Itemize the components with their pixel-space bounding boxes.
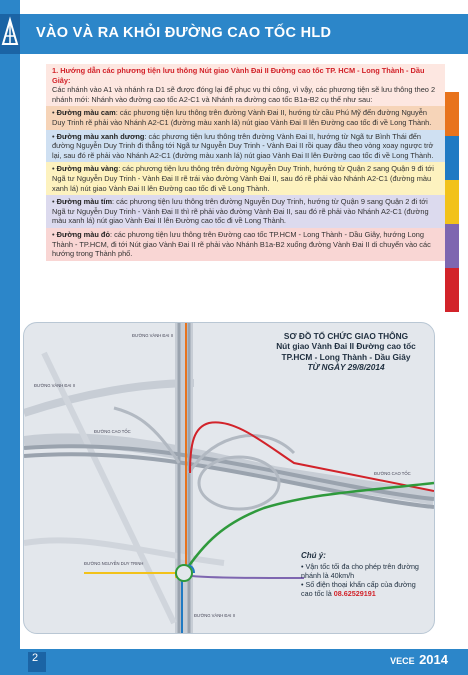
color-strip-yellow bbox=[445, 180, 459, 224]
page-header bbox=[20, 14, 468, 54]
instructions-box bbox=[46, 64, 445, 290]
route-label: Đường màu cam bbox=[56, 108, 116, 118]
map-label: ĐƯỜNG CAO TỐC bbox=[374, 471, 411, 476]
map-label: ĐƯỜNG VÀNH ĐAI II bbox=[34, 383, 75, 388]
color-strip-blue bbox=[445, 136, 459, 180]
emergency-phone: 08.62529191 bbox=[333, 589, 376, 598]
route-text: : các phương tiện lưu thông trên đường Vành Đai II, hướng từ cầu Phú Mỹ đến đường Nguyễn Duy Trinh rẽ phải vào Nhánh A2-C1 (đường màu xanh lá) nút giao Vành Đai II lên Đường cao tốc đi về Long Thành. bbox=[52, 108, 432, 127]
route-blue: • Đường màu xanh dương: các phương tiện lưu thông trên đường Vành Đai II, hướng từ Ngã tư Bình Thái đến đường Nguyễn Duy Trinh đi thẳng tới Ngã tư Nguyễn Duy Trinh - Vành Đai II rồi quay đầu theo vòng xoay ngược trở lại, sau đó rẽ phải vào Nhánh A2-C1 (đường màu xanh lá) nút giao Vành Đai II lên Đường cao tốc đi về Long Thành. bbox=[46, 130, 445, 163]
color-strip-orange bbox=[445, 92, 459, 136]
note-line-text: • Số điện thoại khẩn cấp của đường cao tốc là bbox=[301, 580, 416, 598]
intro-section bbox=[46, 64, 445, 106]
route-label: Đường màu vàng bbox=[56, 164, 119, 174]
left-sidebar bbox=[0, 0, 20, 675]
map-title-line: SƠ ĐỒ TỔ CHỨC GIAO THÔNG bbox=[283, 331, 409, 341]
brand-year: 2014 bbox=[419, 652, 448, 667]
note-title: Chú ý: bbox=[301, 551, 326, 560]
route-text: : các phương tiện lưu thông trên đường Nguyễn Duy Trinh, hướng từ Quận 2 sang Quận 9 đi tới Ngã tư Nguyễn Duy Trinh - Vành Đai II rẽ trái vào đường Vành Đai II, sau đó rẽ phải vào Nhánh A2-C1 (đường màu xanh lá) nút giao Vành Đai II lên Đường cao tốc đi về Long Thành. bbox=[52, 164, 434, 193]
map-title-line: Nút giao Vành Đai II Đường cao tốc bbox=[276, 341, 416, 352]
map-label: ĐƯỜNG VÀNH ĐAI II bbox=[194, 613, 235, 618]
page-number: 2 bbox=[32, 652, 39, 664]
intro-body: Các nhánh vào A1 và nhánh ra D1 sẽ được đóng lại để phục vụ thi công, vì vậy, các phương tiện sẽ lưu thông theo 2 nhánh mới: Nhánh vào đường cao tốc A2-C1 và Nhánh ra đường cao tốc B1a-B2 cụ thể như sau: bbox=[52, 85, 436, 104]
page-title: VÀO VÀ RA KHỎI ĐƯỜNG CAO TỐC HLD bbox=[36, 25, 332, 41]
map-label: ĐƯỜNG CAO TỐC bbox=[94, 429, 131, 434]
map-title-date: TỪ NGÀY 29/8/2014 bbox=[307, 362, 385, 373]
map-title-line: TP.HCM - Long Thành - Dầu Giây bbox=[281, 351, 411, 362]
note-line bbox=[301, 580, 429, 598]
traffic-map bbox=[23, 322, 435, 634]
map-title bbox=[266, 331, 426, 373]
route-orange: • Đường màu cam: các phương tiện lưu thông trên đường Vành Đai II, hướng từ cầu Phú Mỹ đến đường Nguyễn Duy Trinh rẽ phải vào Nhánh A2-C1 (đường màu xanh lá) nút giao Vành Đai II lên Đường cao tốc đi về Long Thành. bbox=[46, 106, 445, 129]
map-label: ĐƯỜNG VÀNH ĐAI II bbox=[132, 333, 173, 338]
route-text: : các phương tiện lưu thông trên đường Vành Đai II, hướng từ Ngã tư Bình Thái đến đường Nguyễn Duy Trinh đi thẳng tới Ngã tư Nguyễn Duy Trinh - Vành Đai II rồi quay đầu theo vòng xoay ngược trở lại, sau đó rẽ phải vào Nhánh A2-C1 (đường màu xanh lá) nút giao Vành Đai II lên Đường cao tốc đi về Long Thành. bbox=[52, 131, 434, 160]
brand-name: VECE bbox=[390, 656, 415, 666]
intro-heading: 1. Hướng dẫn các phương tiện lưu thông Nút giao Vành Đai II Đường cao tốc TP. HCM - Long Thành - Dầu Giây: bbox=[52, 66, 425, 85]
color-strip-white bbox=[445, 54, 459, 92]
color-strip-purple bbox=[445, 224, 459, 268]
map-label: ĐƯỜNG NGUYỄN DUY TRINH bbox=[84, 561, 144, 566]
route-yellow: • Đường màu vàng: các phương tiện lưu thông trên đường Nguyễn Duy Trinh, hướng từ Quận 2 sang Quận 9 đi tới Ngã tư Nguyễn Duy Trinh - Vành Đai II rẽ trái vào đường Vành Đai II, sau đó rẽ phải vào Nhánh A2-C1 (đường màu xanh lá) nút giao Vành Đai II lên Đường cao tốc đi về Long Thành. bbox=[46, 162, 445, 195]
route-label: Đường màu xanh dương bbox=[56, 131, 145, 141]
route-text: : các phương tiện lưu thông trên đường Nguyễn Duy Trinh, hướng từ Quận 9 sang Quận 2 đi tới Ngã tư Nguyễn Duy Trinh - Vành Đai II thì rẽ phải vào đường Vành Đai II, sau đó rẽ phải vào Nhánh A2-C1 (đường màu xanh lá) nút giao Vành Đai II lên Đường cao tốc đi về Long Thành. bbox=[52, 197, 429, 226]
color-strip-red bbox=[445, 268, 459, 312]
route-label: Đường màu tím bbox=[56, 197, 113, 207]
logo-icon bbox=[0, 14, 20, 54]
note-line: • Vận tốc tối đa cho phép trên đường nhánh là 40km/h bbox=[301, 562, 419, 580]
route-label: Đường màu đỏ bbox=[56, 229, 110, 239]
route-text: : các phương tiện lưu thông trên Đường cao tốc TP.HCM - Long Thành - Dầu Giây, hướng Long Thành - TP.HCM, đi tới Nút giao Vành Đai II rẽ phải vào Nhánh B1a-B2 xuống đường Vành Đai II di chuyển vào các hướng trong Thành phố. bbox=[52, 229, 431, 259]
route-purple: • Đường màu tím: các phương tiện lưu thông trên đường Nguyễn Duy Trinh, hướng từ Quận 9 sang Quận 2 đi tới Ngã tư Nguyễn Duy Trinh - Vành Đai II thì rẽ phải vào đường Vành Đai II, sau đó rẽ phải vào Nhánh A2-C1 (đường màu xanh lá) nút giao Vành Đai II lên Đường cao tốc đi về Long Thành. bbox=[46, 195, 445, 228]
map-note bbox=[301, 551, 429, 598]
route-red: • Đường màu đỏ: các phương tiện lưu thông trên Đường cao tốc TP.HCM - Long Thành - Dầu Giây, hướng Long Thành - TP.HCM, đi tới Nút giao Vành Đai II rẽ phải vào Nhánh B1a-B2 xuống đường Vành Đai II di chuyển vào các hướng trong Thành phố. bbox=[46, 228, 445, 261]
brand-mark bbox=[390, 651, 448, 669]
color-legend-bar bbox=[445, 54, 459, 312]
